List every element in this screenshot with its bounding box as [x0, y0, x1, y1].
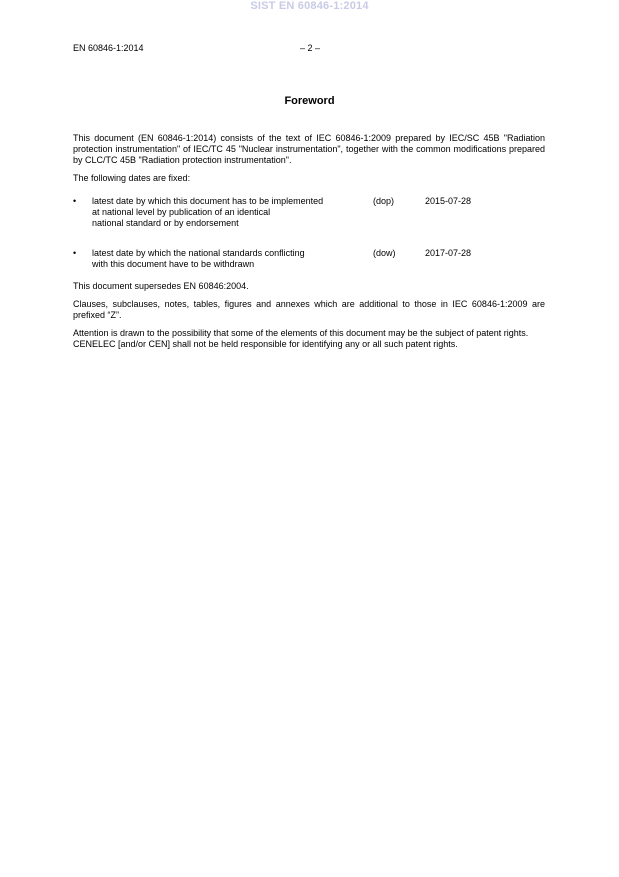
dates-list [73, 196, 545, 270]
attention-paragraph: Attention is drawn to the possibility that some of the elements of this document may be the subject of patent rights. CENELEC [and/or CEN] shall not be held responsible for identifying any or all such patent rights. [73, 328, 529, 349]
date-item-dop [73, 196, 545, 229]
page-number: – 2 – [300, 43, 321, 53]
date-item-line: latest date by which the national standards conflicting [92, 248, 305, 258]
dates-intro-paragraph: The following dates are fixed: [73, 173, 191, 183]
date-item-description [92, 196, 367, 229]
document-id: EN 60846-1:2014 [73, 43, 144, 53]
date-item-line: latest date by which this document has to be implemented [92, 196, 324, 206]
intro-paragraph: This document (EN 60846-1:2014) consists of the text of IEC 60846-1:2009 prepared by IEC/SC 45B "Radiation protection instrumentation" of IEC/TC 45 "Nuclear instrumentation", together with the common modifications prepared by CLC/TC 45B "Radiation protection instrumentation". [73, 133, 545, 165]
date-item-dow [73, 248, 545, 270]
clauses-paragraph: Clauses, subclauses, notes, tables, figures and annexes which are additional to those in IEC 60846-1:2009 are prefixed “Z”. [73, 299, 545, 320]
bullet: • [73, 248, 77, 258]
date-code: (dop) [373, 196, 395, 206]
date-value: 2017-07-28 [425, 248, 472, 258]
watermark-text: SIST EN 60846-1:2014 [250, 0, 369, 12]
bullet: • [73, 196, 77, 206]
supersedes-paragraph: This document supersedes EN 60846:2004. [73, 281, 249, 291]
date-value: 2015-07-28 [425, 196, 472, 206]
date-item-line: at national level by publication of an identical [92, 207, 271, 217]
date-item-description [92, 248, 367, 270]
section-title: Foreword [284, 95, 335, 107]
document-body [73, 133, 545, 357]
date-item-line: with this document have to be withdrawn [92, 259, 255, 269]
date-item-line: national standard or by endorsement [92, 218, 239, 228]
date-code: (dow) [373, 248, 396, 258]
